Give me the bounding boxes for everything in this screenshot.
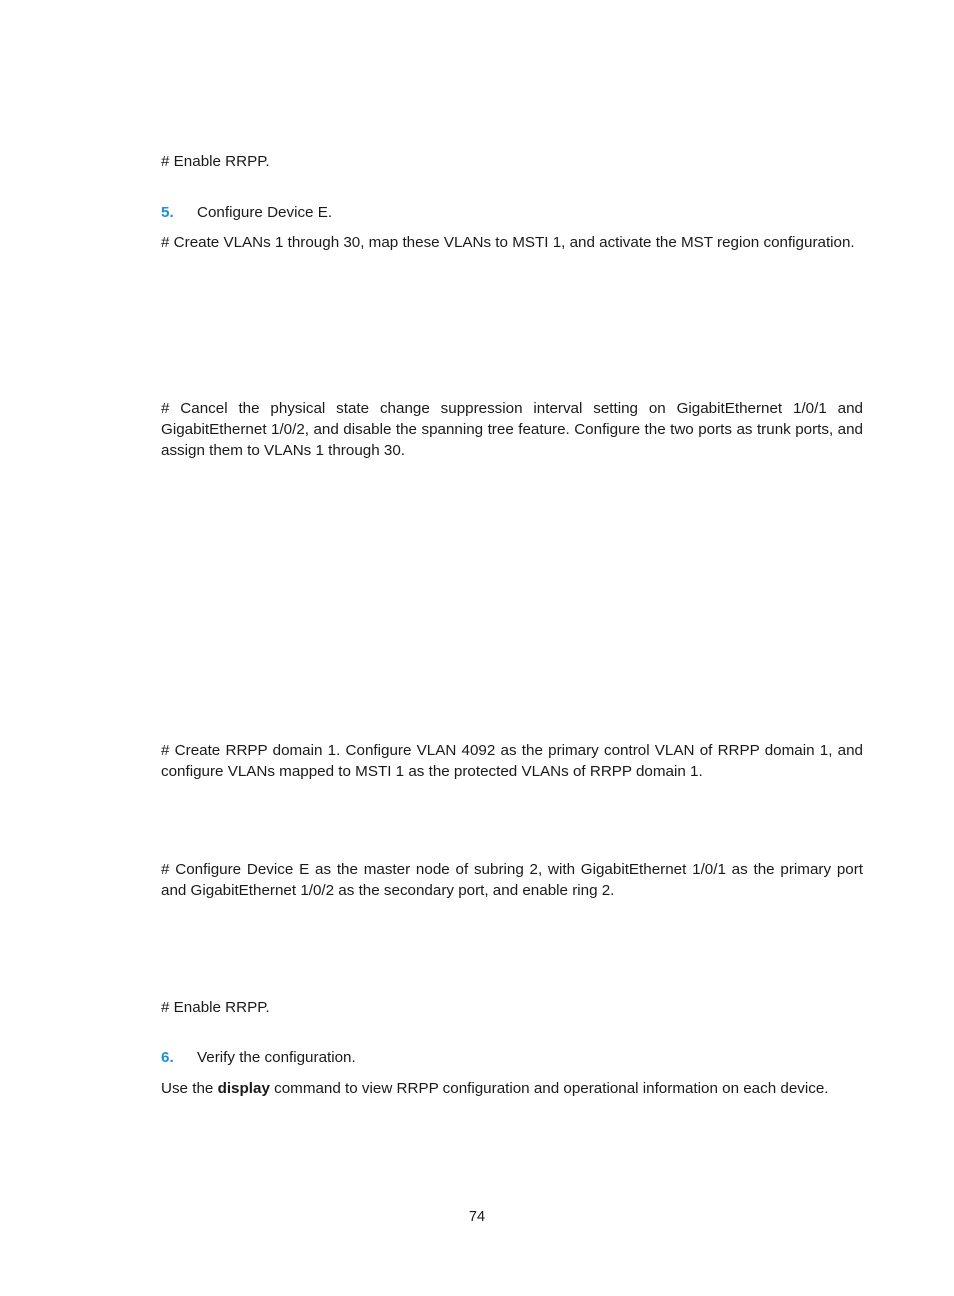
comment-cancel-suppression: # Cancel the physical state change suppression interval setting on GigabitEthernet 1/0/1 and GigabitEthernet 1/0/2, and disable the spanning tree feature. Configure the two ports as trunk ports, and assign them to VLANs 1 through 30. bbox=[161, 400, 863, 459]
step-number: 6. bbox=[161, 1049, 174, 1066]
comment-enable-rrpp: # Enable RRPP. bbox=[161, 153, 270, 170]
step-text: Configure Device E. bbox=[197, 204, 333, 221]
comment-enable-rrpp-2: # Enable RRPP. bbox=[161, 999, 270, 1016]
verify-prefix: Use the bbox=[161, 1080, 218, 1097]
display-command: display bbox=[217, 1080, 270, 1097]
comment-configure-master-node: # Configure Device E as the master node of subring 2, with GigabitEthernet 1/0/1 as the primary port and GigabitEthernet 1/0/2 as the secondary port, and enable ring 2. bbox=[161, 861, 863, 899]
page-number: 74 bbox=[468, 1209, 486, 1225]
step-number: 5. bbox=[161, 204, 174, 221]
step-verify-configuration bbox=[161, 1047, 356, 1068]
comment-create-rrpp-domain: # Create RRPP domain 1. Configure VLAN 4092 as the primary control VLAN of RRPP domain 1, and configure VLANs mapped to MSTI 1 as the protected VLANs of RRPP domain 1. bbox=[161, 742, 863, 780]
step-configure-device-e bbox=[161, 202, 332, 223]
verify-suffix: command to view RRPP configuration and operational information on each device. bbox=[269, 1080, 829, 1097]
step-text: Verify the configuration. bbox=[197, 1049, 356, 1066]
verify-instructions bbox=[161, 1078, 863, 1099]
comment-create-vlans: # Create VLANs 1 through 30, map these VLANs to MSTI 1, and activate the MST region configuration. bbox=[161, 234, 855, 251]
